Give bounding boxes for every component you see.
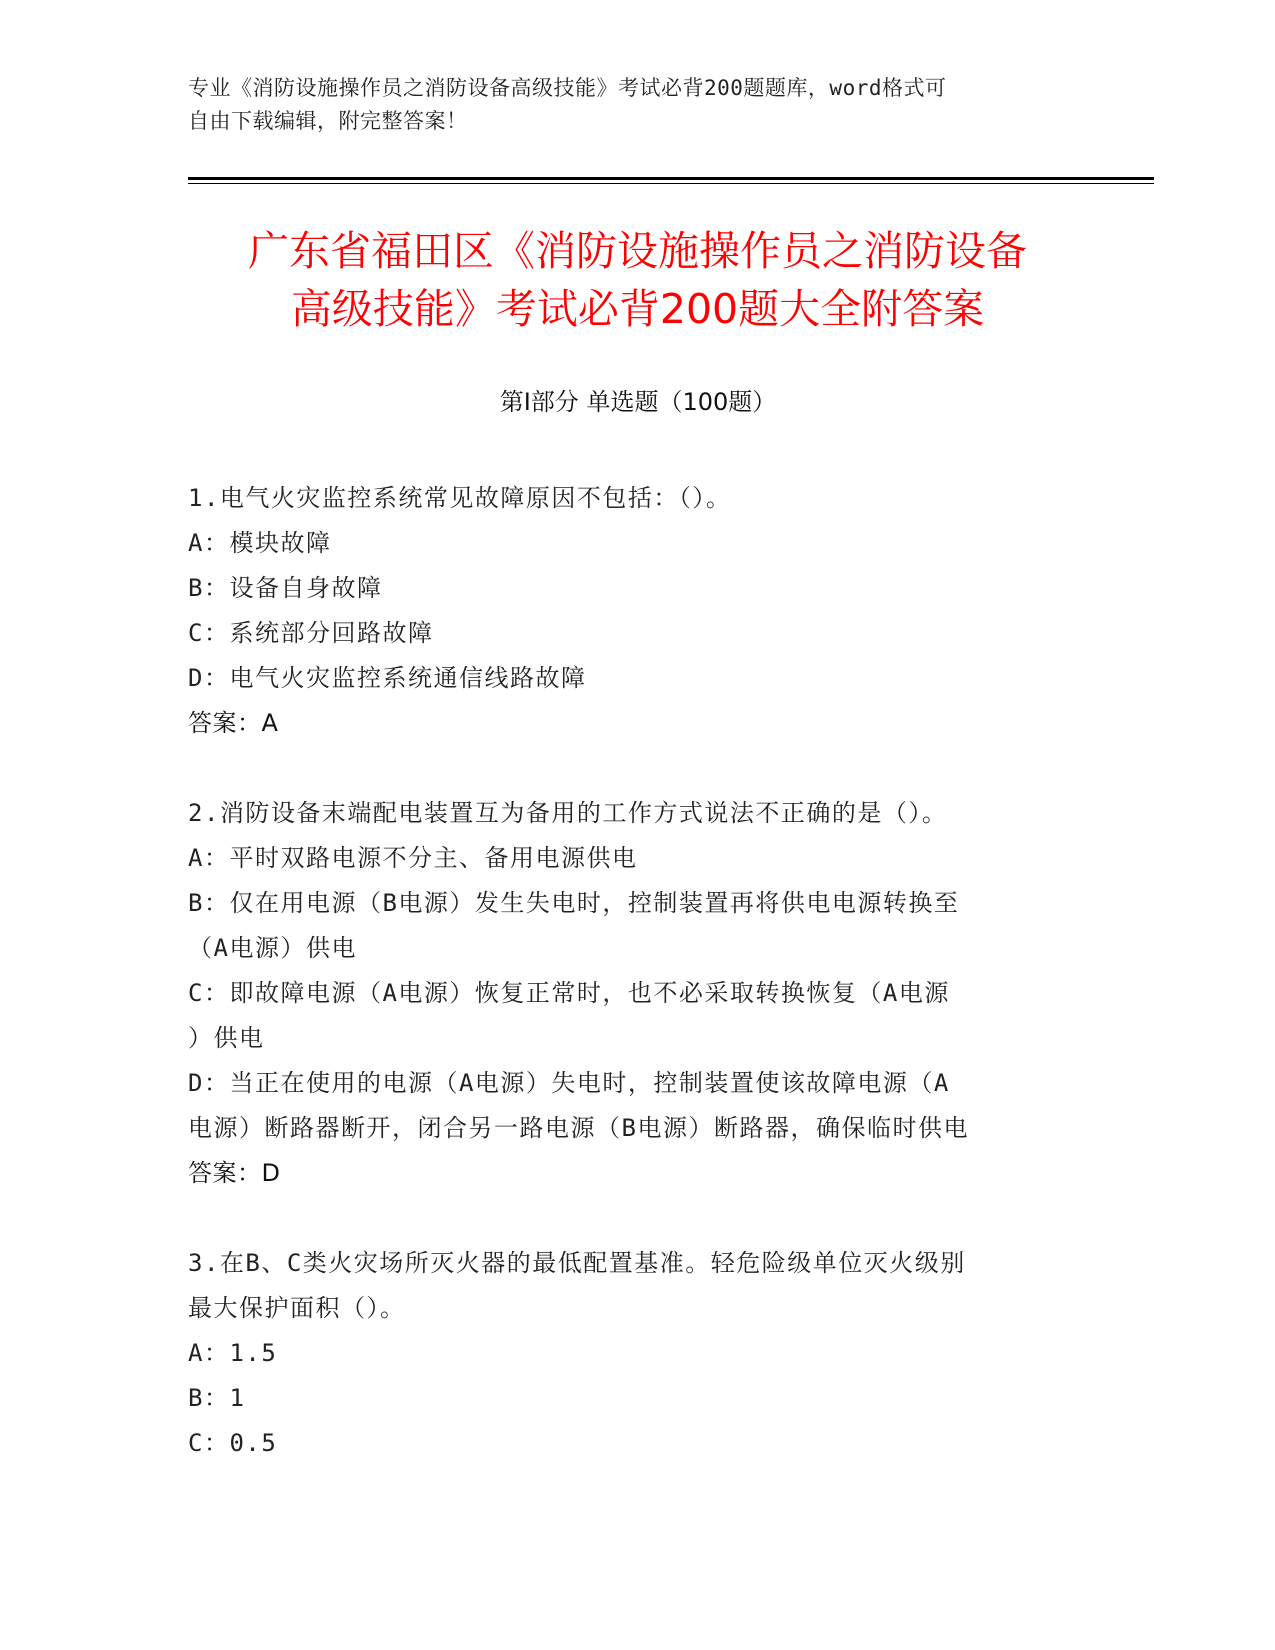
question-option-c-continued: ）供电: [188, 1024, 265, 1052]
question-answer: 答案：A: [188, 709, 279, 737]
question-item: [188, 791, 1078, 1196]
header-note-line-2: 自由下载编辑，附完整答案！: [188, 109, 468, 133]
question-option-d: D：电气火灾监控系统通信线路故障: [188, 664, 587, 692]
question-stem: 2.消防设备末端配电装置互为备用的工作方式说法不正确的是（）。: [188, 799, 948, 827]
header-divider-thick: [188, 177, 1154, 180]
question-option-d-continued: 电源）断路器断开，闭合另一路电源（B电源）断路器，确保临时供电: [188, 1114, 969, 1142]
question-option-b: B：1: [188, 1384, 246, 1412]
question-option-b: B：设备自身故障: [188, 574, 383, 602]
question-option-a: A：平时双路电源不分主、备用电源供电: [188, 844, 638, 872]
question-stem: 1.电气火灾监控系统常见故障原因不包括：（）。: [188, 484, 732, 512]
question-option-d: D：当正在使用的电源（A电源）失电时，控制装置使该故障电源（A: [188, 1069, 950, 1097]
question-option-c: C：0.5: [188, 1429, 278, 1457]
section-heading: 第Ⅰ部分 单选题（100题）: [499, 388, 777, 416]
question-option-c: C：系统部分回路故障: [188, 619, 434, 647]
question-option-b: B：仅在用电源（B电源）发生失电时，控制装置再将供电电源转换至: [188, 889, 960, 917]
question-item: [188, 1241, 1078, 1466]
question-stem: 3.在B、C类火灾场所灭火器的最低配置基准。轻危险级单位灭火级别: [188, 1249, 966, 1277]
question-option-b-continued: （A电源）供电: [188, 934, 357, 962]
question-answer: 答案：D: [188, 1159, 281, 1187]
document-title-line-1: 广东省福田区《消防设施操作员之消防设备: [248, 227, 1027, 275]
question-option-a: A：1.5: [188, 1339, 278, 1367]
document-title: [150, 222, 1125, 338]
header-note-line-1: 专业《消防设施操作员之消防设备高级技能》考试必背200题题库，word格式可: [188, 76, 947, 100]
question-option-c: C：即故障电源（A电源）恢复正常时，也不必采取转换恢复（A电源: [188, 979, 950, 1007]
question-list: [188, 476, 1078, 1511]
question-option-a: A：模块故障: [188, 529, 332, 557]
question-item: [188, 476, 1078, 746]
header-note: [188, 72, 1068, 138]
document-title-line-2: 高级技能》考试必背200题大全附答案: [290, 285, 985, 333]
question-stem-continued: 最大保护面积（）。: [188, 1294, 406, 1322]
header-divider-thin: [188, 183, 1154, 184]
